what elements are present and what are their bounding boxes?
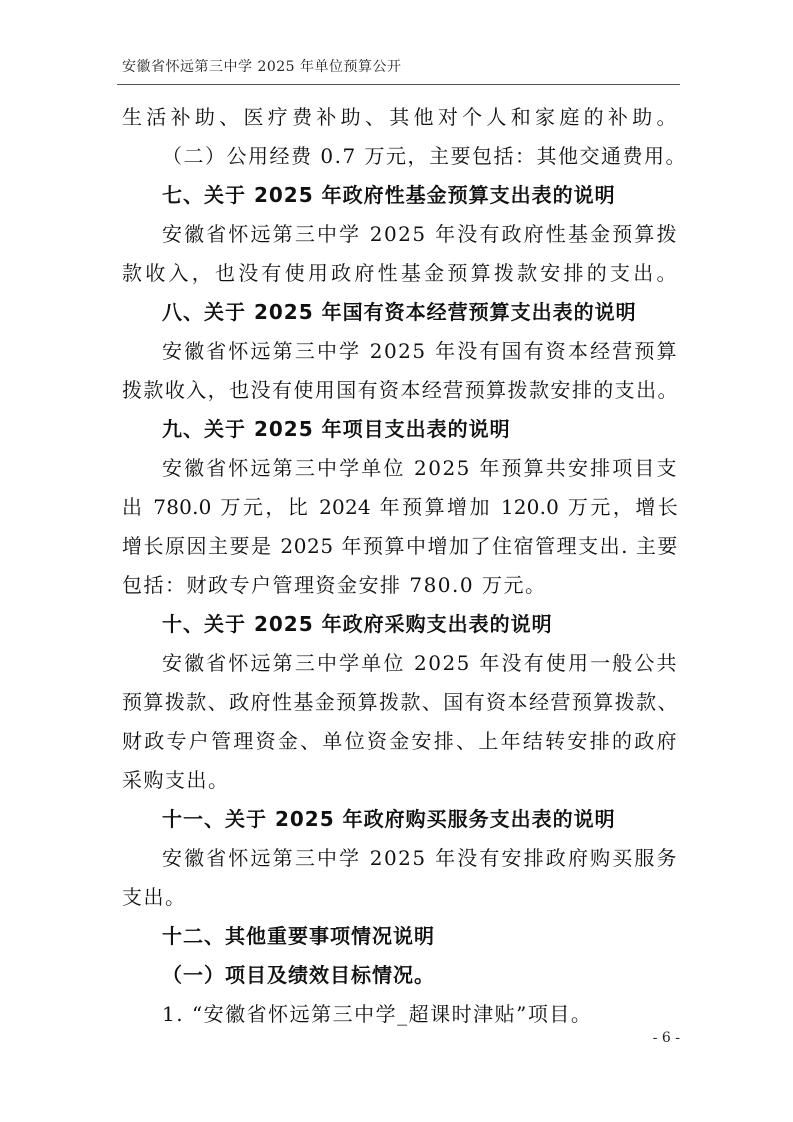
paragraph-line: 安徽省怀远第三中学单位 2025 年没有使用一般公共 (162, 651, 678, 675)
section-heading-12: 十二、其他重要事项情况说明 (162, 924, 435, 948)
page-number: - 6 - (652, 1030, 680, 1046)
paragraph-line: 采购支出。 (122, 768, 230, 792)
paragraph-line: 出 780.0 万元，比 2024 年预算增加 120.0 万元，增长 (122, 495, 678, 519)
subsection-heading: （一）项目及绩效目标情况。 (162, 963, 435, 987)
paragraph-line: 包括：财政专户管理资金安排 780.0 万元。 (122, 573, 547, 597)
paragraph-line: 增长原因主要是 2025 年预算中增加了住宿管理支出. 主要 (122, 534, 678, 558)
body-text (122, 98, 688, 1034)
section-heading-10: 十、关于 2025 年政府采购支出表的说明 (162, 612, 553, 636)
paragraph-line: 安徽省怀远第三中学 2025 年没有安排政府购买服务 (162, 846, 678, 870)
section-heading-7: 七、关于 2025 年政府性基金预算支出表的说明 (162, 183, 616, 207)
paragraph-line: 安徽省怀远第三中学单位 2025 年预算共安排项目支 (162, 456, 678, 480)
section-heading-11: 十一、关于 2025 年政府购买服务支出表的说明 (162, 807, 616, 831)
paragraph-line: 安徽省怀远第三中学 2025 年没有国有资本经营预算 (162, 339, 678, 363)
paragraph-line: （二）公用经费 0.7 万元，主要包括：其他交通费用。 (162, 144, 688, 168)
paragraph-line: 支出。 (122, 885, 187, 909)
paragraph-line: 生活补助、医疗费补助、其他对个人和家庭的补助。 (122, 105, 678, 129)
paragraph-line: 款收入，也没有使用政府性基金预算拨款安排的支出。 (122, 261, 678, 285)
header-divider (117, 84, 680, 85)
paragraph-line: 安徽省怀远第三中学 2025 年没有政府性基金预算拨 (162, 222, 678, 246)
paragraph-line: 财政专户管理资金、单位资金安排、上年结转安排的政府 (122, 729, 678, 753)
paragraph-line: 1. “安徽省怀远第三中学_超课时津贴”项目。 (162, 1002, 593, 1026)
paragraph-line: 预算拨款、政府性基金预算拨款、国有资本经营预算拨款、 (122, 690, 678, 714)
section-heading-9: 九、关于 2025 年项目支出表的说明 (162, 417, 511, 441)
page-header: 安徽省怀远第三中学 2025 年单位预算公开 (122, 59, 402, 75)
paragraph-line: 拨款收入，也没有使用国有资本经营预算拨款安排的支出。 (122, 378, 678, 402)
section-heading-8: 八、关于 2025 年国有资本经营预算支出表的说明 (162, 300, 637, 324)
